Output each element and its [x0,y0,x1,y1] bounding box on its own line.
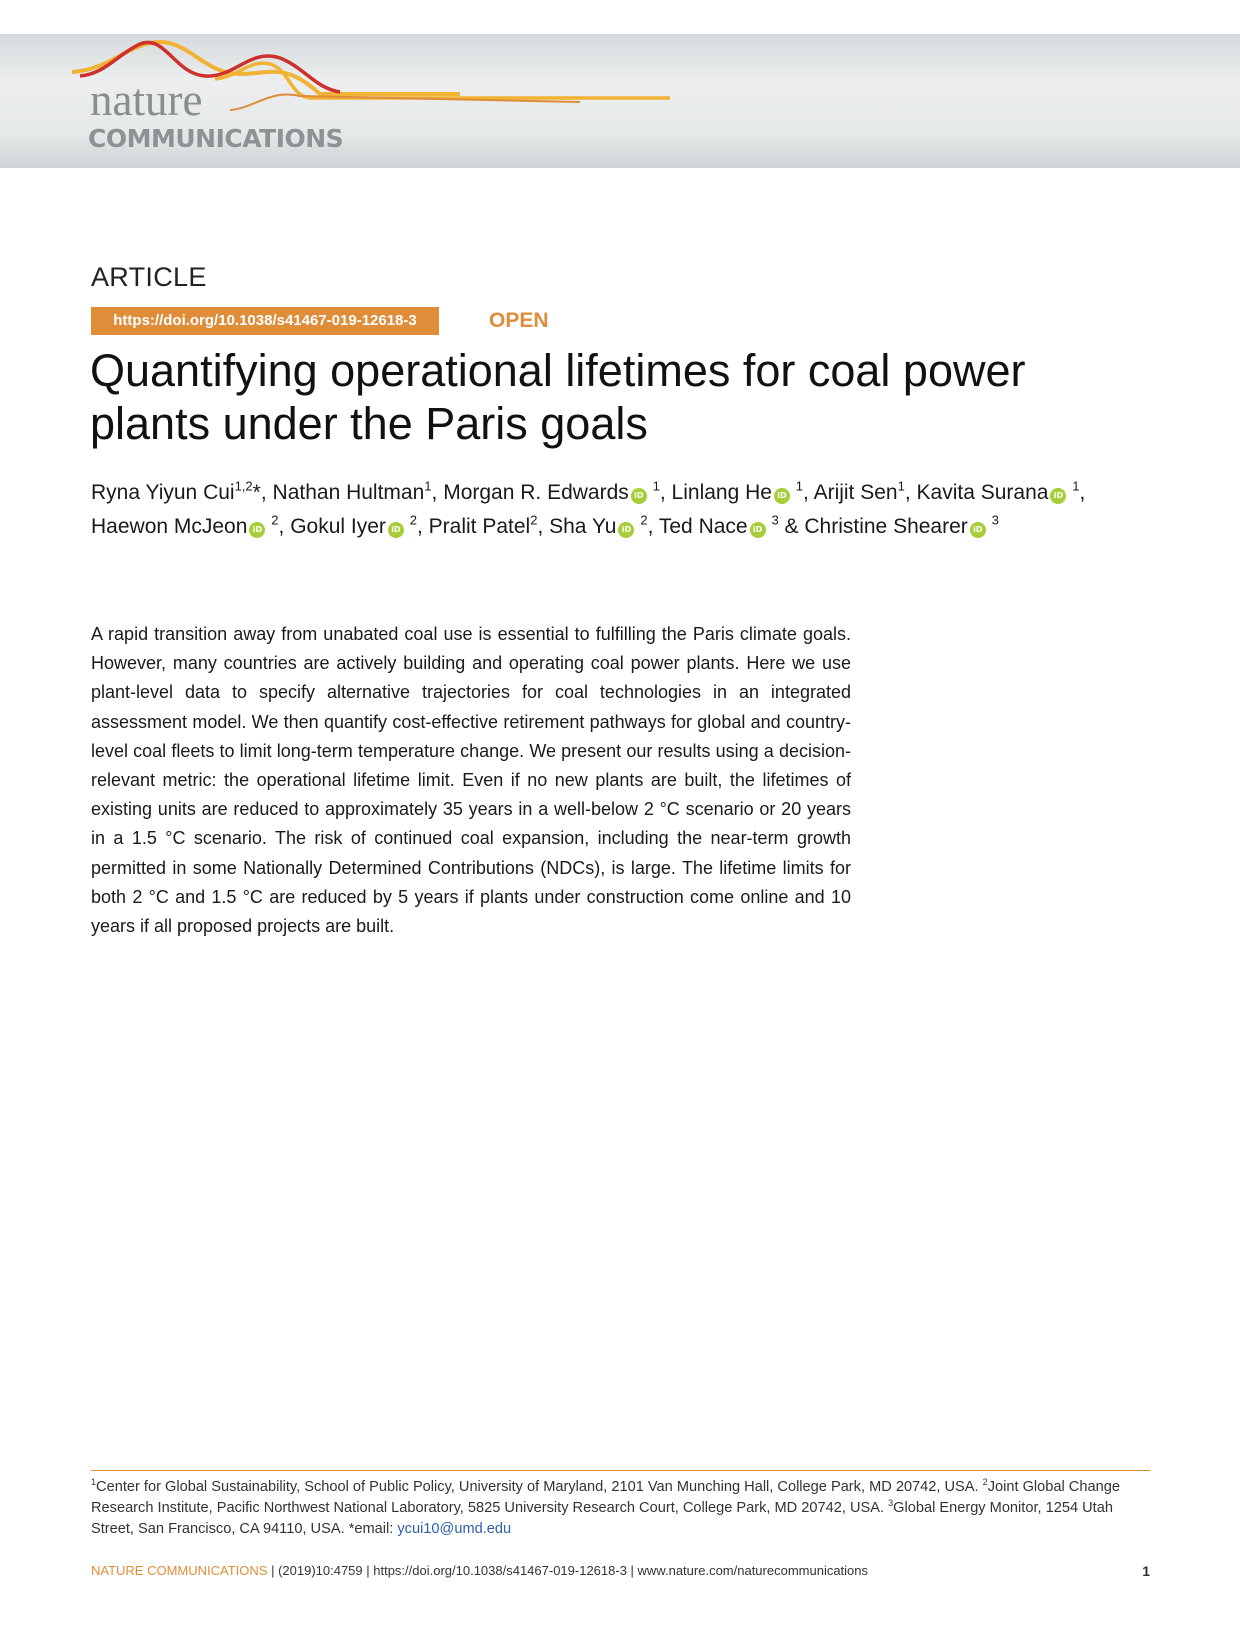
author[interactable] [91,478,261,504]
author-affiliation-number: 3 [991,512,999,528]
orcid-icon[interactable]: iD [388,522,404,538]
journal-header-band [0,34,1240,168]
affil-number: 2 [982,1477,988,1488]
author-separator: , [803,481,814,504]
article-type-label: ARTICLE [91,262,207,292]
author-affiliation-number: 1 [1072,478,1080,494]
email-label: *email: [348,1521,398,1537]
author-affiliation-number: 2 [271,512,279,528]
affil-number: 3 [888,1498,894,1509]
affil-number: 1 [91,1477,97,1488]
author-separator: , [659,481,672,504]
author-separator: , [416,515,429,538]
author-name: Sha Yu [549,515,617,538]
author[interactable] [443,478,660,504]
orcid-icon[interactable]: iD [618,522,634,538]
author[interactable] [813,478,905,504]
author-affiliation-number: 1,2 [234,478,253,494]
author[interactable] [916,478,1080,504]
page-number: 1 [1142,1563,1150,1579]
author-name: Linlang He [671,481,772,504]
abstract: A rapid transition away from unabated coal use is essential to fulfilling the Paris climate goals. However, many countries are actively building and operating coal power plants. Here we use plant-level data to specify alternative trajectories for coal technologies in an integrated assessment model. We then quantify cost-effective retirement pathways for global and country-level coal fleets to limit long-term temperature change. We present our results using a decision-relevant metric: the operational lifetime limit. Even if no new plants are built, the lifetimes of existing units are reduced to approximately 35 years in a well-below 2 °C scenario or 20 years in a 1.5 °C scenario. The risk of continued coal expansion, including the near-term growth permitted in some Nationally Determined Contributions (NDCs), is large. The lifetime limits for both 2 °C and 1.5 °C are reduced by 5 years if plants under construction come online and 10 years if all proposed projects are built. [91,624,851,937]
author-affiliation-number: 1 [897,478,905,494]
journal-logo[interactable] [0,34,700,168]
author-name: Christine Shearer [804,515,968,538]
author-separator: , [537,515,550,538]
author-name: Haewon McJeon [91,515,248,538]
corresponding-email-link[interactable]: ycui10@umd.edu [397,1521,512,1537]
orcid-icon[interactable]: iD [249,522,265,538]
author-separator: , [904,481,917,504]
article-title: Quantifying operational lifetimes for coal power plants under the Paris goals [90,345,1026,449]
author-separator: & [778,515,805,538]
author-affiliation-number: 1 [424,478,432,494]
author-name: Ryna Yiyun Cui [91,481,235,504]
author-affiliation-number: 1 [795,478,804,494]
author-affiliation-number: 2 [640,512,648,528]
orcid-icon[interactable]: iD [970,522,986,538]
orcid-icon[interactable]: iD [631,488,647,504]
author-affiliation-number: 1 [652,478,660,494]
author-separator: , [260,481,273,504]
author-name: Gokul Iyer [290,515,386,538]
affil-text: Joint Global Change Research Institute, Pacific Northwest National Laboratory, 5825 University Research Court, College Park, MD 20742, USA. [91,1479,1120,1516]
author-name: Pralit Patel [428,515,531,538]
logo-word-communications: COMMUNICATIONS [88,124,344,153]
author-name: Arijit Sen [813,481,898,504]
affil-text: Global Energy Monitor, 1254 Utah Street, San Francisco, CA 94110, USA. [91,1500,1113,1537]
author[interactable] [428,512,538,538]
open-access-label: OPEN [489,309,549,332]
author-separator: , [1079,481,1086,504]
author-separator: , [431,481,444,504]
author-separator: , [647,515,659,538]
author-list [91,476,1151,544]
author[interactable] [671,478,804,504]
author[interactable] [658,512,779,538]
author[interactable] [272,478,432,504]
footer-citation: | (2019)10:4759 | https://doi.org/10.1038/s41467-019-12618-3 | www.nature.com/naturecommunications [267,1563,869,1578]
doi-link-badge[interactable]: https://doi.org/10.1038/s41467-019-12618-3 [91,307,439,335]
author-affiliation-number: 2 [409,512,417,528]
author[interactable] [290,512,417,538]
author[interactable] [91,512,279,538]
author-name: Ted Nace [658,515,748,538]
author-name: Morgan R. Edwards [443,481,629,504]
author-separator: , [278,515,291,538]
author-affiliation-number: 3 [771,512,779,528]
page-footer [91,1563,1150,1578]
author-name: Nathan Hultman [272,481,425,504]
orcid-icon[interactable]: iD [750,522,766,538]
author[interactable] [804,512,999,538]
footer-journal-name: NATURE COMMUNICATIONS [91,1563,268,1578]
orcid-icon[interactable]: iD [1050,488,1066,504]
affil-text: Center for Global Sustainability, School of Public Policy, University of Maryland, 2101 Van Munching Hall, College Park, MD 20742, USA. [96,1479,983,1495]
author-affiliation-number: 2 [530,512,538,528]
author-name: Kavita Surana [916,481,1049,504]
author[interactable] [549,512,648,538]
corresponding-author-marker: * [252,481,261,504]
logo-word-nature: nature [90,75,203,125]
footnote-divider [91,1470,1150,1471]
affiliations [91,1477,1150,1540]
orcid-icon[interactable]: iD [774,488,790,504]
